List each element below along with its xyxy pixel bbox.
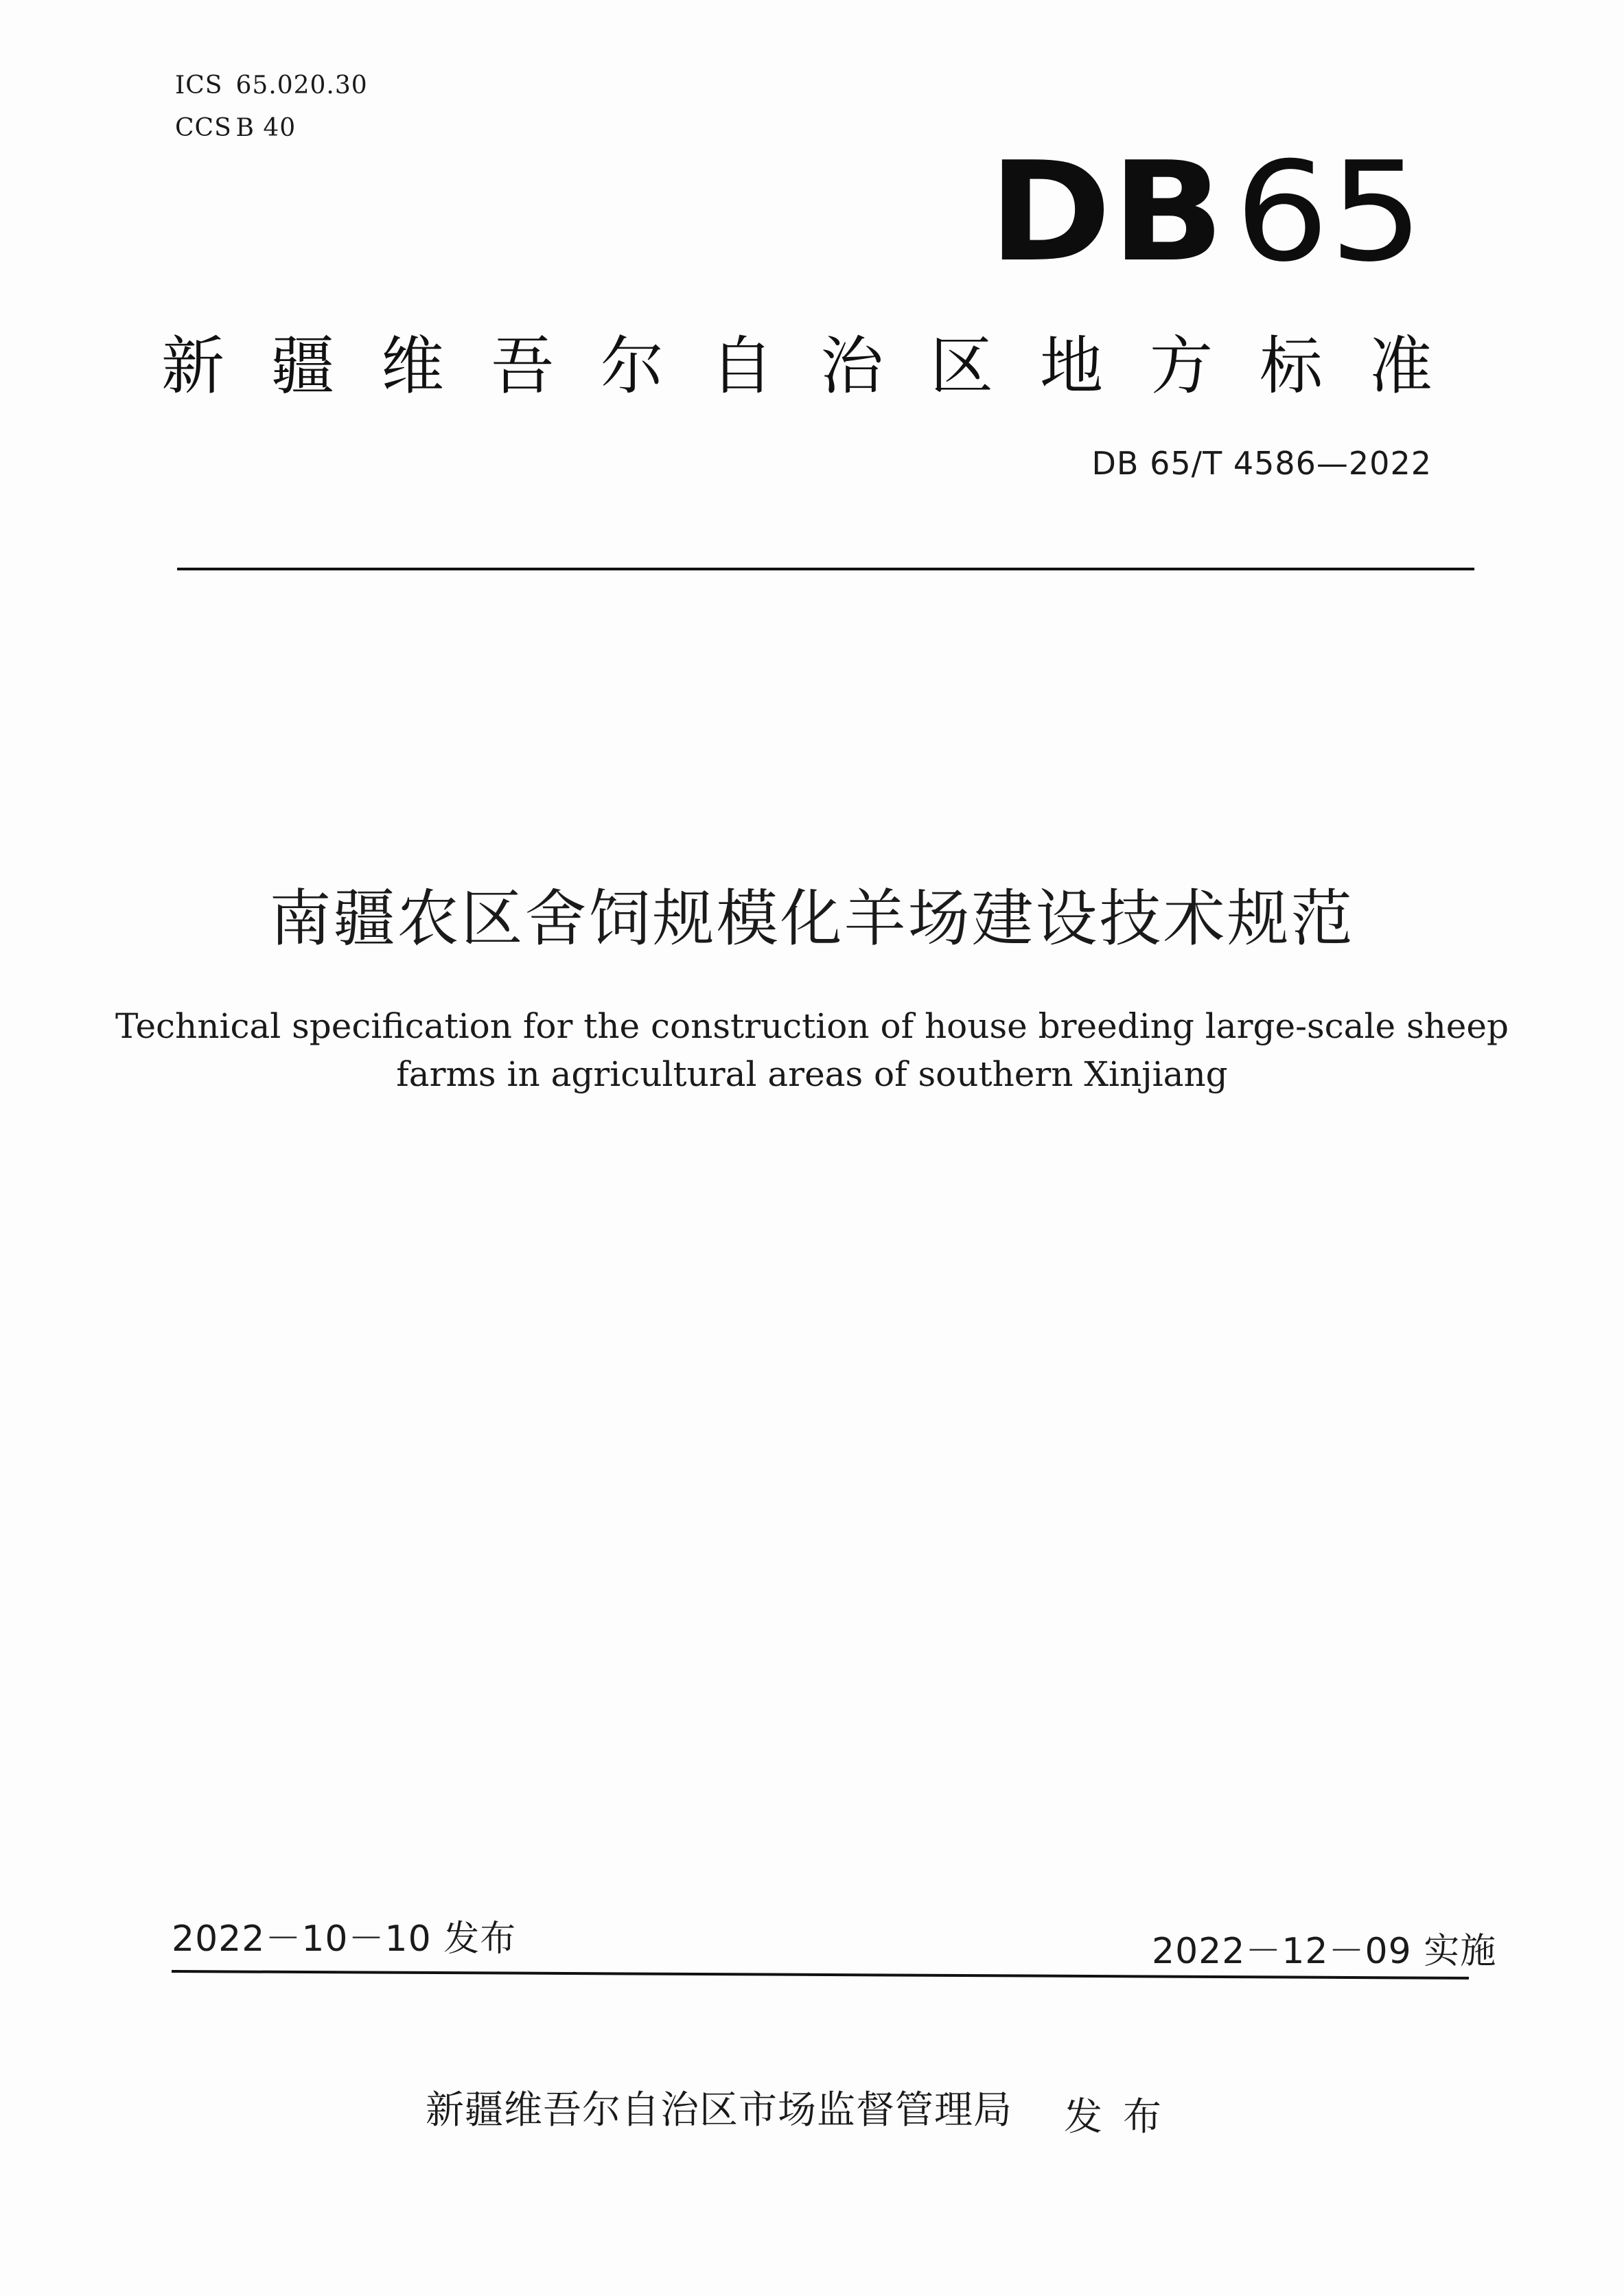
title-english-line-2: farms in agricultural areas of southern Xinjiang: [396, 1054, 1228, 1094]
title-english-line-1: Technical specification for the construction of house breeding large-scale sheep: [115, 1006, 1509, 1046]
ics-label: ICS: [175, 71, 223, 100]
ccs-line: [175, 114, 296, 142]
ics-line: [175, 71, 368, 100]
header-divider: [177, 568, 1474, 570]
implementation-date: 2022－12－09 实施: [1152, 1931, 1497, 1972]
issuing-action: 发布: [1064, 2095, 1182, 2140]
ccs-label: CCS: [175, 114, 232, 142]
ics-code: 65.020.30: [235, 71, 368, 100]
issue-date: 2022－10－10 发布: [172, 1918, 517, 1960]
title-english: [0, 1002, 1624, 1098]
logo-prefix: DB: [988, 132, 1225, 292]
ccs-code: B 40: [235, 114, 297, 142]
db-logo: [988, 132, 1424, 292]
logo-number: 65: [1235, 132, 1424, 292]
standard-type-heading: 新疆维吾尔自治区地方标准: [161, 329, 1480, 403]
issuing-authority: 新疆维吾尔自治区市场监督管理局: [426, 2088, 1012, 2133]
title-chinese: 南疆农区舍饲规模化羊场建设技术规范: [269, 883, 1355, 955]
standard-number: DB 65/T 4586—2022: [1091, 445, 1432, 482]
